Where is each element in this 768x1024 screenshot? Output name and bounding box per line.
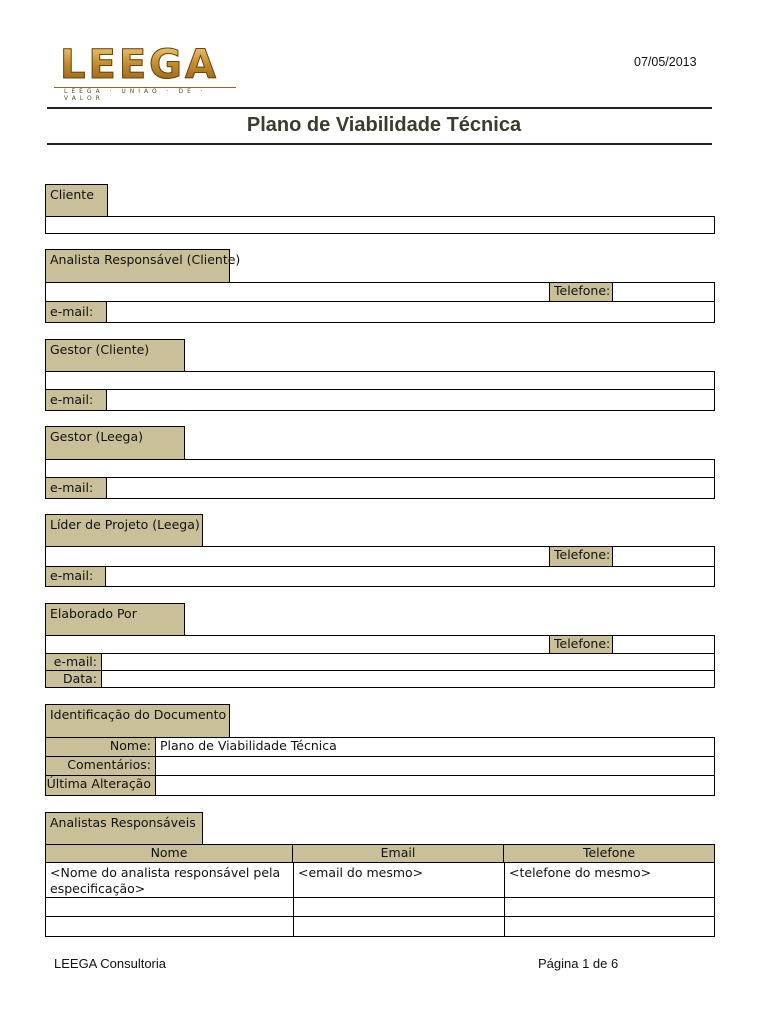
gestor-cliente-name-field[interactable]	[46, 372, 714, 389]
identificacao-comentarios-field[interactable]	[157, 757, 714, 775]
gestor-cliente-email-field[interactable]	[108, 390, 714, 410]
footer-company: LEEGA Consultoria	[54, 956, 167, 971]
elaborado-email-field[interactable]	[103, 654, 714, 670]
section-analistas-title: Analistas Responsáveis	[45, 812, 203, 845]
analistas-col-telefone: Telefone	[504, 845, 714, 863]
section-gestor-cliente-title: Gestor (Cliente)	[45, 339, 185, 372]
identificacao-nome-value[interactable]: Plano de Viabilidade Técnica	[160, 738, 337, 753]
lider-telefone-field[interactable]	[614, 547, 714, 566]
identificacao-comentarios-label: Comentários:	[46, 757, 156, 775]
header-rule-bottom	[47, 143, 712, 145]
section-analista-title: Analista Responsável (Cliente)	[45, 249, 230, 283]
lider-name-field[interactable]	[46, 547, 548, 566]
page-title: Plano de Viabilidade Técnica	[246, 114, 522, 136]
gestor-leega-name-field[interactable]	[46, 460, 714, 477]
table-row	[46, 864, 292, 897]
elaborado-data-field[interactable]	[103, 671, 714, 687]
gestor-leega-email-field[interactable]	[108, 478, 714, 498]
header-rule-top	[47, 107, 712, 109]
analista-nome-placeholder-cont: especificação>	[50, 881, 146, 896]
analistas-col-nome: Nome	[46, 845, 293, 863]
lider-email-field[interactable]	[107, 567, 714, 586]
lider-email-label: e-mail:	[46, 567, 106, 586]
elaborado-email-label: e-mail:	[46, 654, 102, 670]
analista-email-label: e-mail:	[46, 302, 107, 322]
elaborado-telefone-label: Telefone:	[549, 636, 613, 653]
logo-tagline: LEEGA · UNIÃO · DE · VALOR	[64, 88, 207, 102]
section-gestor-leega-title: Gestor (Leega)	[45, 426, 185, 460]
analista-email-field[interactable]	[108, 302, 714, 322]
section-lider-title: Líder de Projeto (Leega)	[45, 514, 203, 547]
elaborado-name-field[interactable]	[46, 636, 548, 653]
logo-wordmark: LEEGA	[60, 42, 219, 88]
identificacao-nome-label: Nome:	[46, 738, 156, 756]
analista-telefone-placeholder[interactable]: <telefone do mesmo>	[509, 865, 652, 880]
identificacao-ultima-field[interactable]	[157, 776, 714, 795]
analista-name-field[interactable]	[46, 283, 548, 301]
section-identificacao-title: Identificação do Documento	[45, 704, 230, 738]
gestor-leega-email-label: e-mail:	[46, 478, 107, 498]
elaborado-telefone-field[interactable]	[614, 636, 714, 653]
analista-email-placeholder[interactable]: <email do mesmo>	[298, 865, 424, 880]
company-logo	[54, 42, 238, 102]
cliente-field[interactable]	[45, 216, 715, 234]
analista-nome-placeholder[interactable]: <Nome do analista responsável pela	[50, 865, 281, 880]
section-cliente-title: Cliente	[45, 184, 108, 217]
section-elaborado-title: Elaborado Por	[45, 603, 185, 636]
footer-page-number: Página 1 de 6	[538, 956, 619, 971]
analista-telefone-label: Telefone:	[549, 283, 613, 301]
lider-telefone-label: Telefone:	[549, 547, 613, 566]
analistas-col-email: Email	[293, 845, 504, 863]
document-date: 07/05/2013	[634, 55, 697, 69]
identificacao-ultima-label: Última Alteração	[46, 776, 156, 795]
gestor-cliente-email-label: e-mail:	[46, 390, 107, 410]
elaborado-data-label: Data:	[46, 671, 102, 687]
analista-telefone-field[interactable]	[614, 283, 714, 301]
